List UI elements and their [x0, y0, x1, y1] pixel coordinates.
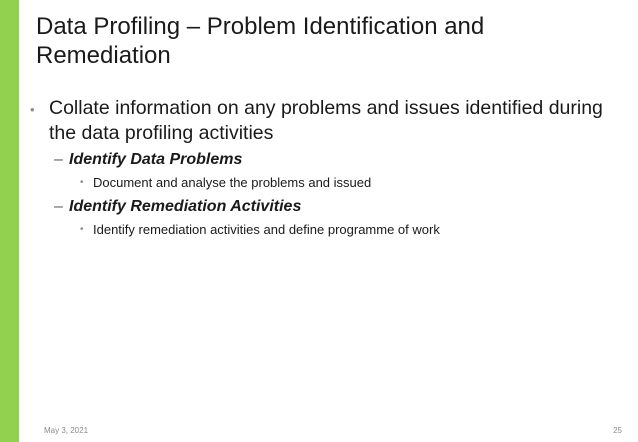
subitem-label: Identify Remediation Activities [69, 198, 302, 215]
slide-title: Data Profiling – Problem Identification and Remediation [36, 13, 485, 69]
slide-body [30, 96, 620, 240]
bullet-level1 [30, 96, 620, 146]
dash-icon: – [54, 198, 63, 215]
subitem-heading [30, 149, 620, 171]
bullet-dot-icon: • [80, 224, 84, 235]
subitem-detail [30, 173, 620, 193]
dash-icon: – [54, 151, 63, 168]
footer-date: May 3, 2021 [44, 426, 89, 435]
bullet-dot-icon: • [80, 177, 84, 188]
subitem-detail [30, 220, 620, 240]
subitem-detail-text: Identify remediation activities and define programme of work [93, 222, 440, 237]
subitem-detail-text: Document and analyse the problems and issued [93, 175, 372, 190]
bullet-dot-icon: • [30, 102, 35, 117]
accent-bar [0, 0, 19, 442]
page-number: 25 [613, 426, 622, 435]
subitem-label: Identify Data Problems [69, 151, 243, 168]
bullet-text: Collate information on any problems and issues identified during the data profiling activities [49, 97, 603, 144]
subitem-heading [30, 196, 620, 218]
